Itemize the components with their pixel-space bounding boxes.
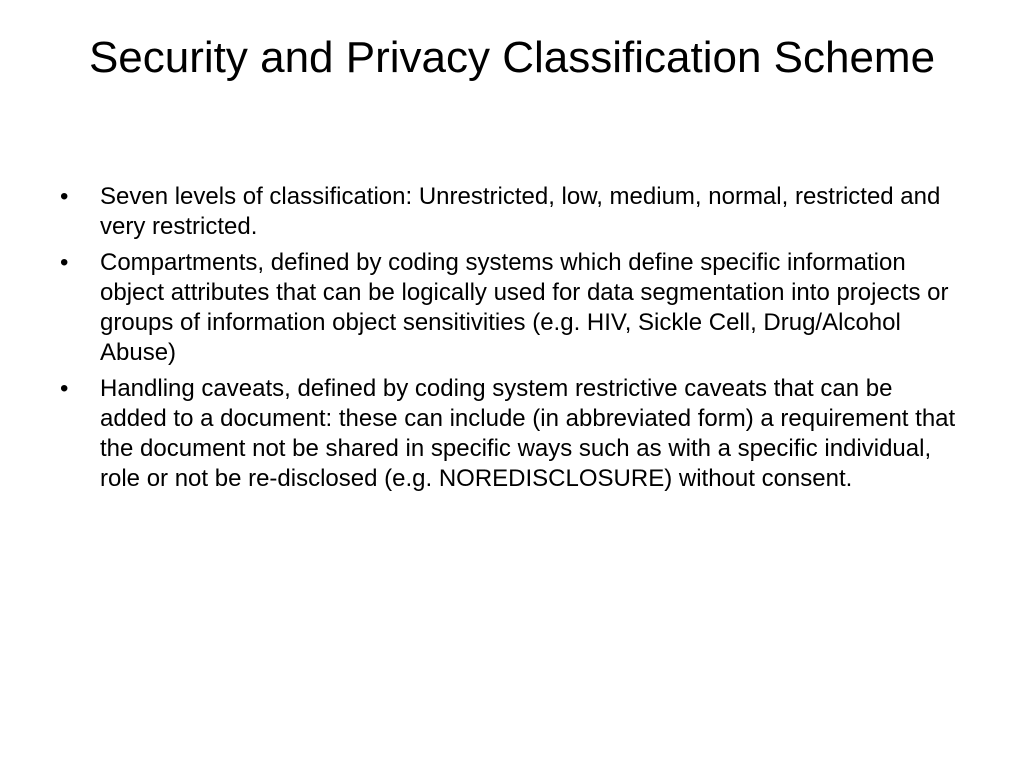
bullet-item xyxy=(58,374,958,494)
bullet-text: Compartments, defined by coding systems which define specific information object attributes that can be logically used for data segmentation into projects or groups of information object sensitivities (e.g. HIV, Sickle Cell, Drug/Alcohol Abuse) xyxy=(100,249,949,366)
bullet-icon: • xyxy=(60,375,69,402)
bullet-icon: • xyxy=(60,249,69,276)
slide-title: Security and Privacy Classification Scheme xyxy=(88,33,936,82)
bullet-icon: • xyxy=(60,183,69,210)
bullet-text: Handling caveats, defined by coding system restrictive caveats that can be added to a document: these can include (in abbreviated form) a requirement that the document not be shared in specific ways such as with a specific individual, role or not be re-disclosed (e.g. NOREDISCLOSURE) without consent. xyxy=(100,375,956,492)
bullet-item xyxy=(58,248,958,368)
bullet-text: Seven levels of classification: Unrestricted, low, medium, normal, restricted and very restricted. xyxy=(100,183,941,240)
bullet-list xyxy=(58,182,958,500)
bullet-item xyxy=(58,182,958,242)
